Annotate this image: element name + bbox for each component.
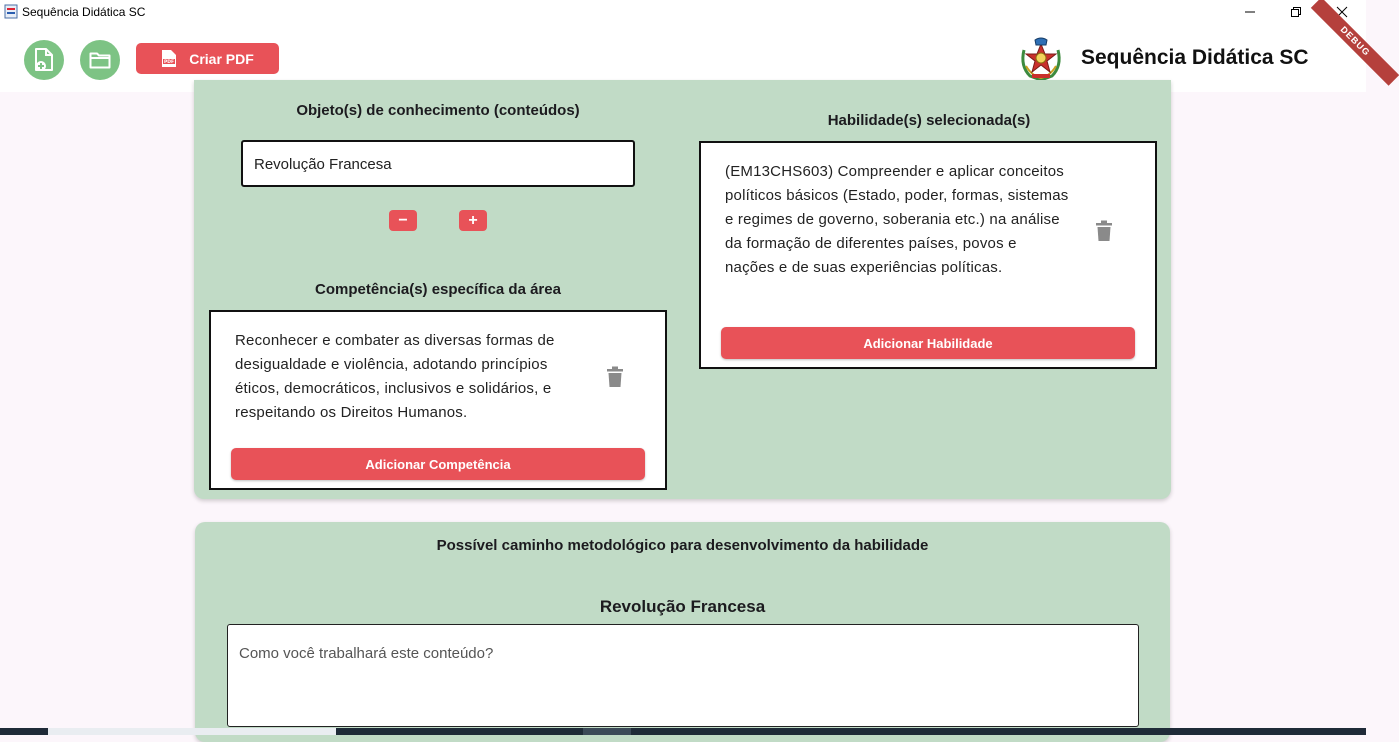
methodology-heading: Possível caminho metodológico para desenvolvimento da habilidade xyxy=(436,537,929,554)
competence-heading: Competência(s) específica da área xyxy=(315,281,561,298)
taskbar-search[interactable] xyxy=(48,728,336,735)
delete-skill-icon[interactable] xyxy=(1094,220,1114,242)
methodology-placeholder: Como você trabalhará este conteúdo? xyxy=(239,645,494,662)
skill-text: (EM13CHS603) Compreender e aplicar conceitos políticos básicos (Estado, poder, formas, sistemas e regimes de governo, soberania etc.) na análise da formação de diferentes países, povos e nações e de suas experiências políticas. xyxy=(725,163,1069,276)
window-title: Sequência Didática SC xyxy=(22,5,146,19)
coat-of-arms-icon xyxy=(1018,36,1064,82)
knowledge-input[interactable] xyxy=(241,140,635,187)
taskbar-active-app[interactable] xyxy=(583,728,631,735)
restore-button[interactable] xyxy=(1273,0,1319,24)
create-pdf-label: Criar PDF xyxy=(189,50,254,67)
methodology-content-title: Revolução Francesa xyxy=(599,597,766,616)
skills-panel xyxy=(699,141,1157,369)
new-document-button[interactable] xyxy=(24,40,64,80)
methodology-textarea[interactable] xyxy=(227,624,1139,727)
open-folder-button[interactable] xyxy=(80,40,120,80)
remove-knowledge-button[interactable]: − xyxy=(389,210,417,231)
delete-competence-icon[interactable] xyxy=(605,366,625,388)
os-taskbar xyxy=(0,728,1366,735)
restore-icon xyxy=(1291,7,1301,17)
file-add-icon xyxy=(33,48,55,72)
content-card xyxy=(194,80,1171,499)
minimize-button[interactable] xyxy=(1227,0,1273,24)
app-title: Sequência Didática SC xyxy=(1081,46,1309,69)
skills-heading: Habilidade(s) selecionada(s) xyxy=(827,112,1031,129)
competence-panel xyxy=(209,310,667,490)
add-competence-button[interactable]: Adicionar Competência xyxy=(231,448,645,480)
debug-banner: DEBUG xyxy=(1311,0,1399,86)
app-icon xyxy=(5,5,17,18)
folder-icon xyxy=(89,51,111,69)
svg-text:PDF: PDF xyxy=(164,60,175,66)
competence-text: Reconhecer e combater as diversas formas de desigualdade e violência, adotando princípios éticos, democráticos, inclusivos e solidários, e respeitando os Direitos Humanos. xyxy=(235,332,555,421)
minimize-icon xyxy=(1245,7,1255,17)
knowledge-input-value: Revolução Francesa xyxy=(254,156,392,173)
add-skill-button[interactable]: Adicionar Habilidade xyxy=(721,327,1135,359)
add-knowledge-button[interactable]: + xyxy=(459,210,487,231)
create-pdf-button[interactable] xyxy=(136,43,279,74)
methodology-card xyxy=(195,522,1170,742)
pdf-file-icon xyxy=(161,49,177,68)
knowledge-heading: Objeto(s) de conhecimento (conteúdos) xyxy=(296,102,580,119)
window-titlebar xyxy=(0,0,1366,24)
